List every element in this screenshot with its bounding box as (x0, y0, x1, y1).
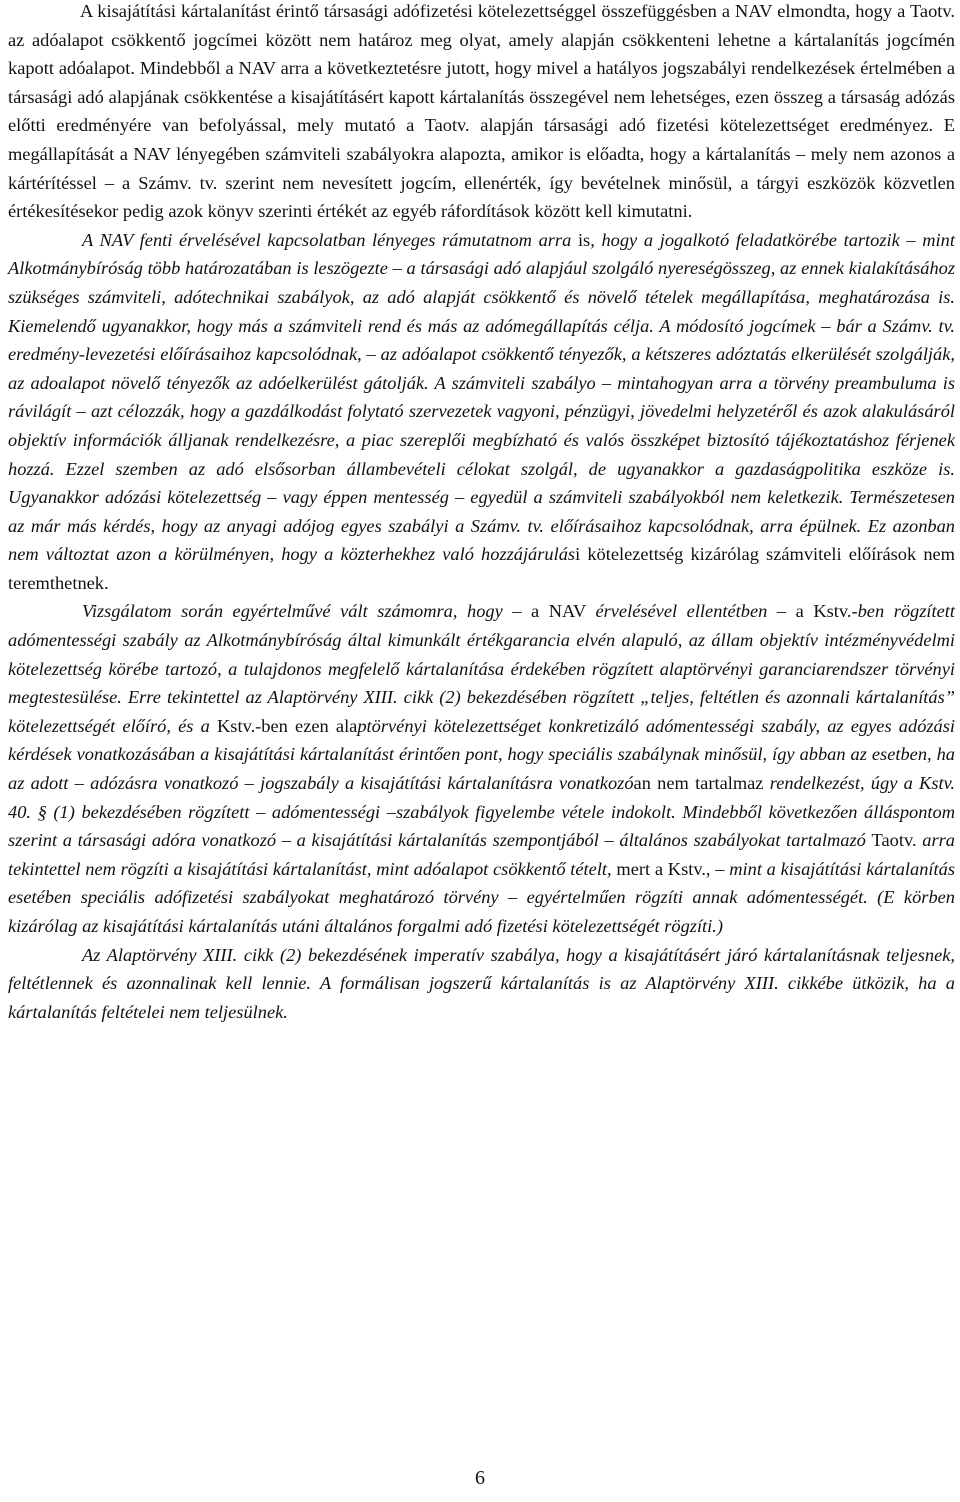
text-run: Taotv. (871, 830, 923, 851)
paragraph-3 (8, 597, 955, 940)
text-run: is (577, 229, 591, 250)
text-run: A kisajátítási kártalanítást érintő társasági adófizetési kötelezettséggel összefüggésben a NAV elmondta, hogy a Taotv. az adóalapot csökkentő jogcímei között nem határoz meg olyat, amely alapján csökkenteni lehetne a kártalanítás jogcímén kapott adóalapot. Mindebből a NAV arra a következtetésre jutott, hogy mivel a hatályos jogszabályi rendelkezések értelmében a társasági adó alapjának csökkentése a kisajátításért kapott kártalanítás összegével nem lehetséges, ezen összeg a társaság adózás előtti eredményére van befolyással, mely mutató a Taotv. alapján társasági adó fizetési kötelezettséget eredményez. E megállapítását a NAV lényegében számviteli szabályokra alapozta, amikor is előadta, hogy a kártalanítás – mely nem azonos a kártérítéssel – a Számv. tv. szerint nem nevesített jogcím, ellenérték, így bevételnek minősül, a tárgyi eszközök közvetlen értékesítésekor pedig azok könyv szerinti értékét az egyéb ráfordítások között kell kimutatni. (8, 1, 955, 222)
italic-text-run: -ben rögzített adómentességi szabály az Alkotmánybíróság által kimunkált értékgarancia elvén alapuló, az állam objektív intézményvédelmi kötelezettség körébe tartozó, a tulajdonos megfelelő kártalanítása érdekében rögzített alaptörvényi garanciarendszer törvényi megtestesülése. Erre tekintettel az Alaptörvény XIII. cikk (2) bekezdésében rögzített „teljes, feltétlen és azonnali kártalanítás” kötelezettségét előíró, és a (8, 601, 955, 736)
italic-text-run: ptörvényi kötelezettséget konkretizáló adómentességi szabály, az egyes adózási kérdések vonatkozásában a kisajátítási kártalanítást érintően pont, hogy speciális szabálynak minősül, így abban az esetben, ha az adott – adózásra vonatkozó – jogszabály a kisajátítási kártalanításra vonatkozó (8, 715, 956, 794)
italic-text-run: Vizsgálatom során egyértelművé vált számomra, hogy (82, 601, 503, 622)
italic-text-run: arra tekintettel nem rögzíti a kisajátítási kártalanítást, mint adóalapot csökkentő tételt, (8, 830, 955, 879)
document-page (8, 0, 955, 1026)
text-run: i kötelezettség kizárólag számviteli előírások (575, 544, 924, 565)
text-run: Kstv.-ben ezen ala (217, 715, 358, 736)
text-run: – a NAV (502, 601, 596, 622)
text-run: nem teremthetnek. (8, 544, 955, 593)
page-number: 6 (475, 1467, 485, 1489)
italic-text-run: , hogy a jogalkotó feladatkörébe tartozik – mint Alkotmánybíróság több határozatában is leszögezte – a társasági adó alapjául szolgáló nyereségösszeg, az ennek kialakításához szükséges számviteli, adótechnikai szabályok, az adó alapját csökkentő és növelő tételek megállapítása, meghatározása is. Kiemelendő ugyanakkor, hogy más a számviteli rend és más az adómegállapítás célja. A módosító jogcímek – bár a Számv. tv. eredmény-levezetési előírásaihoz kapcsolódnak, – az adóalapot csökkentő tényezők, a kétszeres adóztatás elkerülését szolgálják, az adoalapot növelő tényezők az adóelkerülést gátolják. A számviteli szabályo – mintahogyan arra a törvény preambuluma is rávilágít – azt célozzák, hogy a gazdálkodást folytató szervezetek vagyoni, pénzügyi, jövedelmi helyzetéről és azok alakulásáról objektív információk álljanak rendelkezésre, a piac szereplői megbízható és valós összképet biztosító tájékoztatáshoz férjenek hozzá. Ezzel szemben az adó elsősorban állambevételi célokat szolgál, de ugyanakkor a gazdaságpolitika eszköze is. Ugyanakkor adózási kötelezettség – vagy éppen mentesség – egyedül a számviteli szabályokból nem keletkezik. Természetesen az már más kérdés, hogy az anyagi adójog egyes szabályi a Számv. tv. előírásaihoz kapcsolódnak, arra épülnek. Ez azonban nem változtat azon a körülményen, hogy a közterhekhez való hozzájárulás (8, 229, 955, 565)
paragraph-4 (8, 941, 955, 1027)
text-run: mert a Kstv., – (616, 858, 730, 879)
paragraph-2 (8, 226, 955, 598)
italic-text-run: érvelésével ellentétben (595, 601, 768, 622)
italic-text-run: rendelkezést, úgy a Kstv. 40. § (1) bekezdésében rögzített – adómentességi –szabályok figyelembe vétele indokolt. Mindebből következően álláspontom szerint a társasági adóra vonatkozó – a kisajátítási kártalanítás szempontjából – általános szabályokat tartalmazó (8, 773, 955, 851)
text-run: – a Kstv. (767, 601, 852, 622)
italic-text-run: Az Alaptörvény XIII. cikk (2) bekezdésének imperatív szabálya, hogy a kisajátításért járó kártalanításnak teljesnek, feltétlennek és azonnalinak kell lennie. A formálisan jogszerű kártalanítás is az Alaptörvény XIII. cikkébe ütközik, ha a kártalanítás feltételei nem teljesülnek. (8, 944, 955, 1022)
paragraph-1 (8, 0, 955, 226)
italic-text-run: A NAV fenti érvelésével kapcsolatban lényeges rámutatnom arra (82, 229, 578, 250)
italic-text-run: mint a kisajátítási kártalanítás esetében speciális adófizetési szabályokat meghatározó törvény – egyértelműen rögzíti annak adómentességét. (E körben kizárólag az kisajátítási kártalanítás utáni általános forgalmi adó fizetési kötelezettségét rögzíti.) (8, 858, 956, 936)
text-run: an nem tartalmaz (633, 773, 770, 794)
